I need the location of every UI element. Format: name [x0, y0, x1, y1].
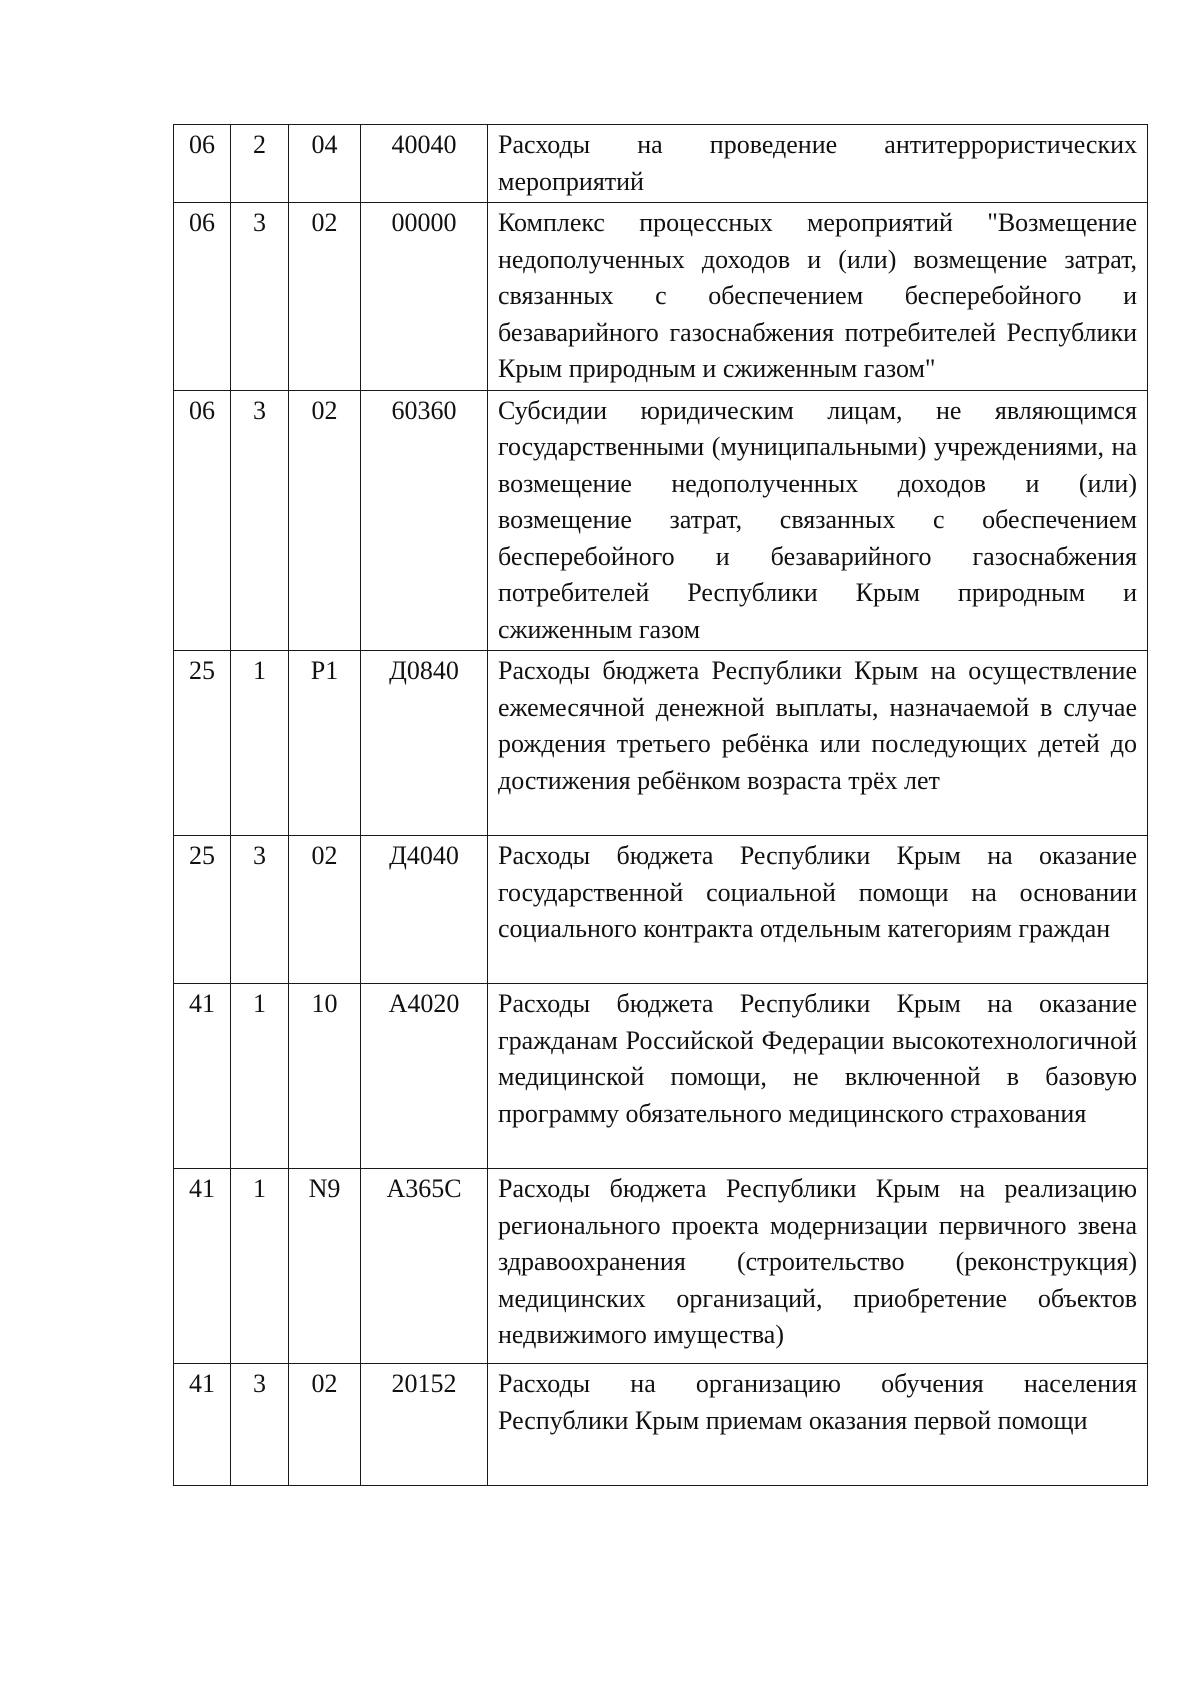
code-subprogram: 1: [231, 651, 289, 836]
code-subprogram: 3: [231, 203, 289, 391]
table-row: [174, 984, 1148, 1169]
table-row: [174, 836, 1148, 984]
code-direction: Д0840: [361, 651, 488, 836]
code-program: 06: [174, 390, 231, 651]
code-program: 41: [174, 1364, 231, 1486]
code-subprogram: 1: [231, 1169, 289, 1364]
code-program: 06: [174, 203, 231, 391]
table-row: [174, 203, 1148, 391]
code-event: 10: [289, 984, 361, 1169]
code-event: 04: [289, 125, 361, 203]
code-subprogram: 2: [231, 125, 289, 203]
row-description: Расходы бюджета Республики Крым на осуществление ежемесячной денежной выплаты, назначаемой в случае рождения третьего ребёнка или последующих детей до достижения ребёнком возраста трёх лет: [488, 651, 1148, 836]
table-row: [174, 651, 1148, 836]
code-event: 02: [289, 836, 361, 984]
code-event: 02: [289, 1364, 361, 1486]
code-direction: 40040: [361, 125, 488, 203]
code-event: P1: [289, 651, 361, 836]
table-row: [174, 1364, 1148, 1486]
code-direction: А4020: [361, 984, 488, 1169]
code-direction: Д4040: [361, 836, 488, 984]
code-direction: А365С: [361, 1169, 488, 1364]
code-program: 25: [174, 651, 231, 836]
row-description: Расходы бюджета Республики Крым на реализацию регионального проекта модернизации первичного звена здравоохранения (строительство (реконструкция) медицинских организаций, приобретение объектов недвижимого имущества): [488, 1169, 1148, 1364]
row-description: Субсидии юридическим лицам, не являющимся государственными (муниципальными) учреждениями, на возмещение недополученных доходов и (или) возмещение затрат, связанных с обеспечением бесперебойного и безаварийного газоснабжения потребителей Республики Крым природным и сжиженным газом: [488, 390, 1148, 651]
code-direction: 60360: [361, 390, 488, 651]
code-event: 02: [289, 390, 361, 651]
code-program: 25: [174, 836, 231, 984]
code-event: N9: [289, 1169, 361, 1364]
code-subprogram: 3: [231, 1364, 289, 1486]
code-subprogram: 3: [231, 836, 289, 984]
code-direction: 20152: [361, 1364, 488, 1486]
code-direction: 00000: [361, 203, 488, 391]
code-subprogram: 1: [231, 984, 289, 1169]
table-row: [174, 1169, 1148, 1364]
row-description: Расходы на проведение антитеррористических мероприятий: [488, 125, 1148, 203]
table-row: [174, 390, 1148, 651]
code-program: 41: [174, 984, 231, 1169]
code-event: 02: [289, 203, 361, 391]
row-description: Расходы на организацию обучения населения Республики Крым приемам оказания первой помощи: [488, 1364, 1148, 1486]
code-program: 41: [174, 1169, 231, 1364]
code-subprogram: 3: [231, 390, 289, 651]
row-description: Расходы бюджета Республики Крым на оказание гражданам Российской Федерации высокотехнологичной медицинской помощи, не включенной в базовую программу обязательного медицинского страхования: [488, 984, 1148, 1169]
row-description: Расходы бюджета Республики Крым на оказание государственной социальной помощи на основании социального контракта отдельным категориям граждан: [488, 836, 1148, 984]
table-row: [174, 125, 1148, 203]
budget-code-table: [173, 124, 1148, 1486]
code-program: 06: [174, 125, 231, 203]
row-description: Комплекс процессных мероприятий "Возмещение недополученных доходов и (или) возмещение затрат, связанных с обеспечением бесперебойного и безаварийного газоснабжения потребителей Республики Крым природным и сжиженным газом": [488, 203, 1148, 391]
